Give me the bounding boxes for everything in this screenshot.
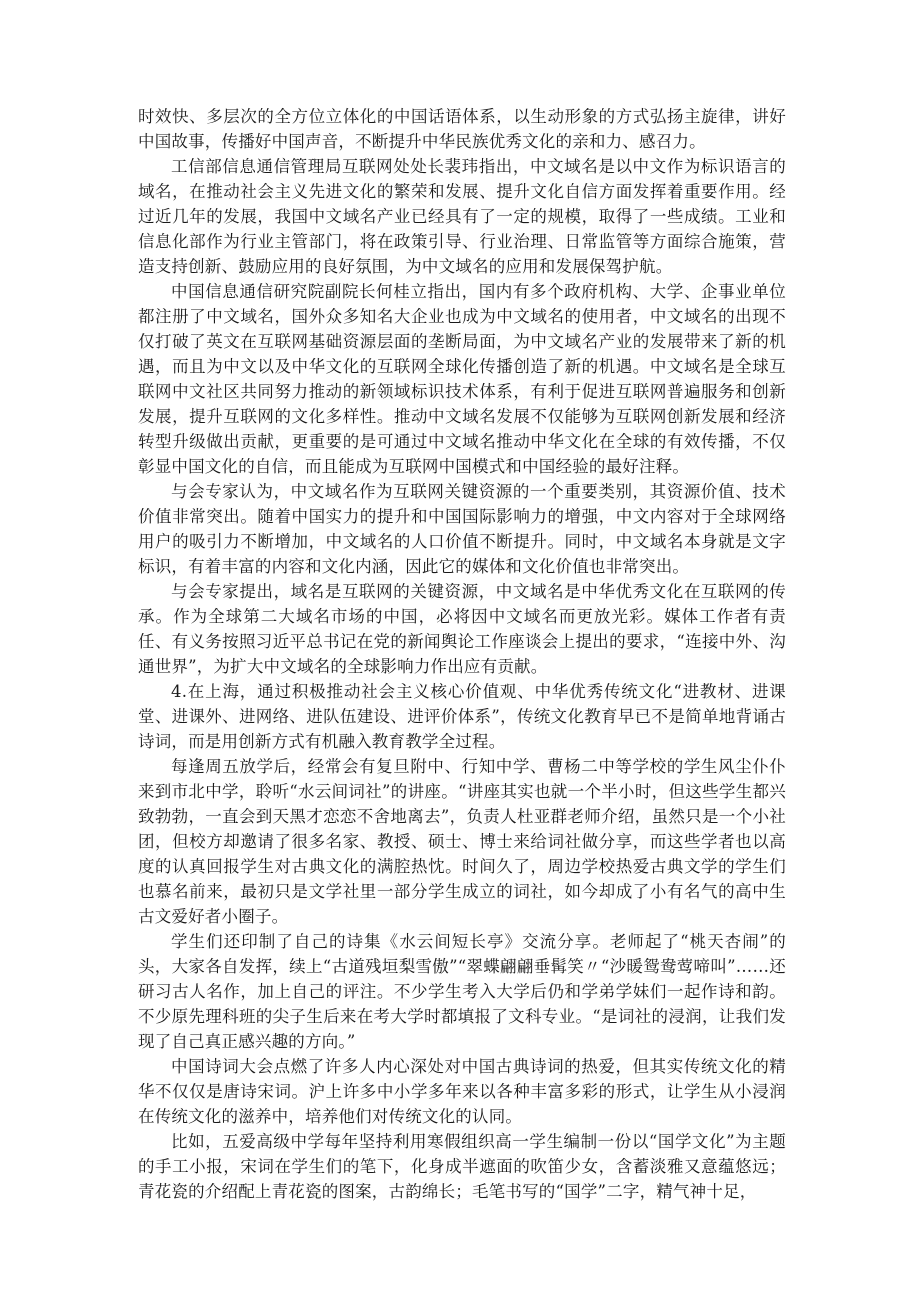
paragraph-experts-value: 与会专家认为，中文域名作为互联网关键资源的一个重要类别，其资源价值、技术价值非常突出。随着中国实力的提升和中国国际影响力的增强，中文内容对于全球网络用户的吸引力不断增加，中文域名的人口价值不断提升。同时，中文域名本身就是文字标识，有着丰富的内容和文化内涵，因此它的媒体和文化价值也非常突出。 [138, 482, 786, 576]
paragraph-wuai-school: 比如，五爱高级中学每年坚持利用寒假组织高一学生编制一份以“国学文化”为主题的手工小报，宋词在学生们的笔下，化身成半遮面的吹笛少女，含蓄淡雅又意蕴悠远；青花瓷的介绍配上青花瓷的图案，古韵绵长；毛笔书写的“国学”二字，精气神十足， [138, 1132, 786, 1201]
paragraph-pei-wei: 工信部信息通信管理局互联网处处长裴玮指出，中文域名是以中文作为标识语言的域名，在推动社会主义先进文化的繁荣和发展、提升文化自信方面发挥着重要作用。经过近几年的发展，我国中文域名产业已经具有了一定的规模，取得了一些成绩。工业和信息化部作为行业主管部门，将在政策引导、行业治理、日常监管等方面综合施策，营造支持创新、鼓励应用的良好氛围，为中文域名的应用和发展保驾护航。 [138, 157, 786, 276]
paragraph-shanghai: 4.在上海，通过积极推动社会主义核心价值观、中华优秀传统文化“进教材、进课堂、进课外、进网络、进队伍建设、进评价体系”，传统文化教育早已不是简单地背诵古诗词，而是用创新方式有机融入教育教学全过程。 [138, 682, 786, 751]
paragraph-ci-society: 每逢周五放学后，经常会有复旦附中、行知中学、曹杨二中等学校的学生风尘仆仆来到市北中学，聆听“水云间词社”的讲座。“讲座其实也就一个半小时，但这些学生都兴致勃勃，一直会到天黑才恋恋不舍地离去”，负责人杜亚群老师介绍，虽然只是一个小社团，但校方却邀请了很多名家、教授、硕士、博士来给词社做分享，而这些学者也以高度的认真回报学生对古典文化的满腔热忱。时间久了，周边学校热爱古典文学的学生们也慕名前来，最初只是文学社里一部分学生成立的词社，如今却成了小有名气的高中生古文爱好者小圈子。 [138, 757, 786, 926]
paragraph-experts-proposal: 与会专家提出，域名是互联网的关键资源，中文域名是中华优秀文化在互联网的传承。作为全球第二大域名市场的中国，必将因中文域名而更放光彩。媒体工作者有责任、有义务按照习近平总书记在党的新闻舆论工作座谈会上提出的要求，“连接中外、沟通世界”，为扩大中文域名的全球影响力作出应有贡献。 [138, 582, 786, 676]
paragraph-poetry-collection: 学生们还印制了自己的诗集《水云间短长亭》交流分享。老师起了“桃天杏闹”的头，大家各自发挥，续上“古道残垣梨雪傲”“翠蝶翩翩垂髯笑〃“沙暖鸳鸯莺啼叫”……还研习古人名作，加上自己的评注。不少学生考入大学后仍和学弟学妹们一起作诗和韵。不少原先理科班的尖子生后来在考大学时都填报了文科专业。“是词社的浸润，让我们发现了自己真正感兴趣的方向。” [138, 932, 786, 1051]
paragraph-he-guili: 中国信息通信研究院副院长何桂立指出，国内有多个政府机构、大学、企事业单位都注册了中文域名，国外众多知名大企业也成为中文域名的使用者，中文域名的出现不仅打破了英文在互联网基础资源层面的垄断局面，为中文域名产业的发展带来了新的机遇，而且为中文以及中华文化的互联网全球化传播创造了新的机遇。中文域名是全球互联网中文社区共同努力推动的新领域标识技术体系，有利于促进互联网普遍服务和创新发展，提升互联网的文化多样性。推动中文域名发展不仅能够为互联网创新发展和经济转型升级做出贡献，更重要的是可通过中文域名推动中华文化在全球的有效传播，不仅彰显中国文化的自信，而且能成为互联网中国模式和中国经验的最好注释。 [138, 282, 786, 476]
paragraph-poetry-conference: 中国诗词大会点燃了许多人内心深处对中国古典诗词的热爱，但其实传统文化的精华不仅仅是唐诗宋词。沪上许多中小学多年来以各种丰富多彩的形式，让学生从小浸润在传统文化的滋养中，培养他们对传统文化的认同。 [138, 1057, 786, 1126]
document-page [138, 104, 786, 1204]
paragraph-continuation: 时效快、多层次的全方位立体化的中国话语体系，以生动形象的方式弘扬主旋律，讲好中国故事，传播好中国声音，不断提升中华民族优秀文化的亲和力、感召力。 [138, 107, 786, 151]
